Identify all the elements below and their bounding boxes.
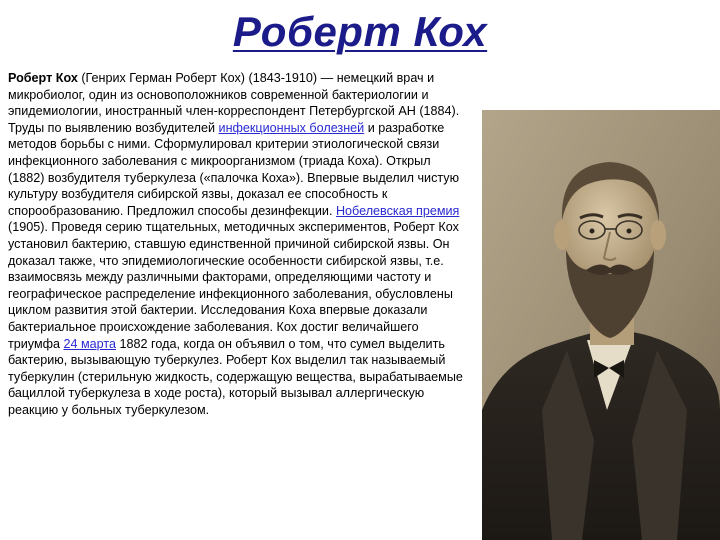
bio-text-part-4: 1882 года, когда он объявил о том, что сумел выделить бактерию, вызывающую туберкулез. Роберт Кох выделил так называемый туберкулин (стерильную жидкость, содержащую вещества, вырабатываемые бациллой туберкулеза в ходе роста), который вызывал аллергическую реакцию у больных туберкулезом.: [8, 336, 463, 417]
bio-text-part-2: и разработке методов борьбы с ними. Сформулировал критерии этиологической связи инфекционного заболевания с микроорганизмом (триада Коха). Открыл (1882) возбудителя туберкулеза («палочка Коха»). Впервые выделил чистую культуру возбудителя сибирской язвы, доказал ее способность к спорообразованию. Предложил способы дезинфекции.: [8, 120, 460, 218]
link-infectious-diseases[interactable]: инфекционных болезней: [218, 120, 365, 135]
portrait-illustration: [482, 110, 720, 540]
bio-text-part-1: (Генрих Герман Роберт Кох) (1843-1910) — немецкий врач и микробиолог, один из основоположников современной бактериологии и эпидемиологии, иностранный член-корреспондент Петербургской АН (1884). Труды по выявлению возбудителей: [8, 71, 460, 135]
biography-text: [8, 70, 470, 418]
link-march-24[interactable]: 24 марта: [63, 336, 117, 351]
portrait-photo: [482, 110, 720, 540]
subject-name: Роберт Кох: [8, 71, 78, 85]
bio-text-part-3: (1905). Проведя серию тщательных, методичных экспериментов, Роберт Кох установил бактерию, ставшую единственной причиной сибирской язвы. Он доказал также, что эпидемиологические особенности сибирской язвы, т.е. взаимосвязь между различными факторами, определяющими частоту и географическое распределение инфекционного заболевания, обусловлены циклом развития этой бактерии. Исследования Коха впервые доказали бактериальное происхождение заболевания. Кох достиг величайшего триумфа: [8, 220, 459, 351]
slide-title: Роберт Кох: [232, 8, 488, 55]
link-nobel-prize[interactable]: Нобелевская премия: [335, 203, 460, 218]
biography-paragraph: [8, 70, 470, 418]
